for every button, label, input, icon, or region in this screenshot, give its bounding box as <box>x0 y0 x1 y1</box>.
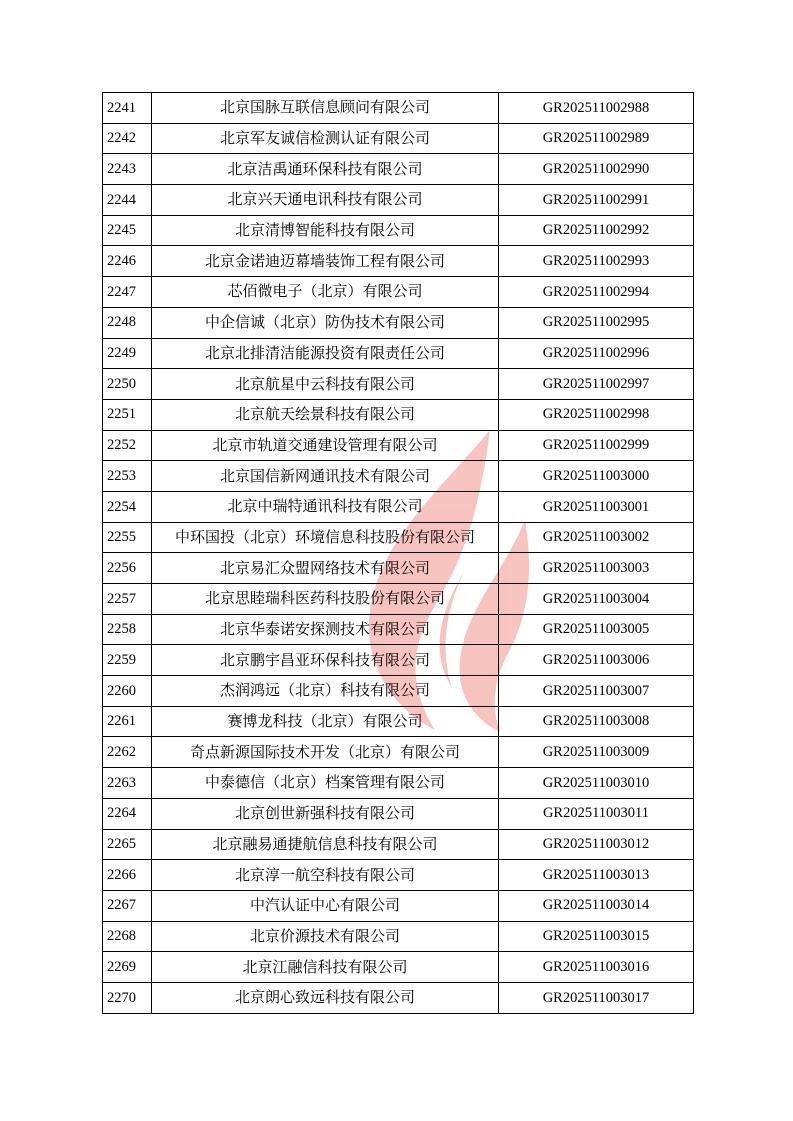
certificate-number: GR202511002989 <box>499 123 694 154</box>
company-name: 北京易汇众盟网络技术有限公司 <box>152 553 499 584</box>
table-row <box>103 277 694 308</box>
company-name: 北京国信新网通讯技术有限公司 <box>152 461 499 492</box>
row-number: 2265 <box>103 829 152 860</box>
table-row <box>103 982 694 1013</box>
row-number: 2264 <box>103 798 152 829</box>
table-row <box>103 430 694 461</box>
table-row <box>103 553 694 584</box>
certificate-number: GR202511002996 <box>499 338 694 369</box>
row-number: 2243 <box>103 154 152 185</box>
certificate-number: GR202511002995 <box>499 307 694 338</box>
company-name: 北京金诺迪迈幕墙装饰工程有限公司 <box>152 246 499 277</box>
row-number: 2253 <box>103 461 152 492</box>
company-name: 北京华泰诺安探测技术有限公司 <box>152 614 499 645</box>
company-name: 北京中瑞特通讯科技有限公司 <box>152 491 499 522</box>
company-name: 北京北排清洁能源投资有限责任公司 <box>152 338 499 369</box>
certificate-number: GR202511003010 <box>499 768 694 799</box>
certificate-number: GR202511003003 <box>499 553 694 584</box>
row-number: 2262 <box>103 737 152 768</box>
certificate-number: GR202511003006 <box>499 645 694 676</box>
row-number: 2245 <box>103 215 152 246</box>
table-row <box>103 522 694 553</box>
table-row <box>103 921 694 952</box>
table-row <box>103 185 694 216</box>
table-row <box>103 890 694 921</box>
certificate-number: GR202511002991 <box>499 185 694 216</box>
row-number: 2266 <box>103 860 152 891</box>
company-name: 北京军友诚信检测认证有限公司 <box>152 123 499 154</box>
company-name: 奇点新源国际技术开发（北京）有限公司 <box>152 737 499 768</box>
company-name: 北京航星中云科技有限公司 <box>152 369 499 400</box>
table-row <box>103 491 694 522</box>
row-number: 2242 <box>103 123 152 154</box>
row-number: 2255 <box>103 522 152 553</box>
table-row <box>103 154 694 185</box>
company-name: 北京航天绘景科技有限公司 <box>152 399 499 430</box>
certificate-number: GR202511003007 <box>499 676 694 707</box>
company-name: 北京鹏宇昌亚环保科技有限公司 <box>152 645 499 676</box>
certificate-number: GR202511003015 <box>499 921 694 952</box>
company-name: 中汽认证中心有限公司 <box>152 890 499 921</box>
certificate-number: GR202511002988 <box>499 93 694 124</box>
table-row <box>103 93 694 124</box>
company-name: 北京创世新强科技有限公司 <box>152 798 499 829</box>
company-name: 北京价源技术有限公司 <box>152 921 499 952</box>
table-row <box>103 676 694 707</box>
certificate-number: GR202511003014 <box>499 890 694 921</box>
row-number: 2256 <box>103 553 152 584</box>
certificate-number: GR202511003004 <box>499 584 694 615</box>
row-number: 2258 <box>103 614 152 645</box>
row-number: 2259 <box>103 645 152 676</box>
certificate-number: GR202511003016 <box>499 952 694 983</box>
certificate-table-body <box>103 93 694 1014</box>
company-name: 北京清博智能科技有限公司 <box>152 215 499 246</box>
row-number: 2244 <box>103 185 152 216</box>
certificate-number: GR202511003001 <box>499 491 694 522</box>
certificate-number: GR202511002990 <box>499 154 694 185</box>
row-number: 2269 <box>103 952 152 983</box>
certificate-number: GR202511003008 <box>499 706 694 737</box>
row-number: 2246 <box>103 246 152 277</box>
company-name: 北京淳一航空科技有限公司 <box>152 860 499 891</box>
company-name: 中企信诚（北京）防伪技术有限公司 <box>152 307 499 338</box>
table-row <box>103 369 694 400</box>
row-number: 2270 <box>103 982 152 1013</box>
company-name: 赛博龙科技（北京）有限公司 <box>152 706 499 737</box>
certificate-number: GR202511002999 <box>499 430 694 461</box>
company-name: 北京国脉互联信息顾问有限公司 <box>152 93 499 124</box>
row-number: 2254 <box>103 491 152 522</box>
certificate-number: GR202511003000 <box>499 461 694 492</box>
row-number: 2251 <box>103 399 152 430</box>
table-row <box>103 737 694 768</box>
row-number: 2268 <box>103 921 152 952</box>
company-name: 中环国投（北京）环境信息科技股份有限公司 <box>152 522 499 553</box>
row-number: 2257 <box>103 584 152 615</box>
certificate-number: GR202511003011 <box>499 798 694 829</box>
company-name: 北京融易通捷航信息科技有限公司 <box>152 829 499 860</box>
row-number: 2247 <box>103 277 152 308</box>
table-row <box>103 768 694 799</box>
certificate-number: GR202511003013 <box>499 860 694 891</box>
table-row <box>103 399 694 430</box>
table-row <box>103 461 694 492</box>
row-number: 2250 <box>103 369 152 400</box>
table-row <box>103 584 694 615</box>
row-number: 2252 <box>103 430 152 461</box>
row-number: 2241 <box>103 93 152 124</box>
certificate-number: GR202511002993 <box>499 246 694 277</box>
certificate-number: GR202511003002 <box>499 522 694 553</box>
table-row <box>103 798 694 829</box>
table-row <box>103 614 694 645</box>
row-number: 2249 <box>103 338 152 369</box>
table-row <box>103 215 694 246</box>
certificate-number: GR202511002994 <box>499 277 694 308</box>
certificate-number: GR202511003017 <box>499 982 694 1013</box>
table-row <box>103 123 694 154</box>
table-row <box>103 645 694 676</box>
certificate-number: GR202511003012 <box>499 829 694 860</box>
certificate-number: GR202511002992 <box>499 215 694 246</box>
company-name: 北京思睦瑞科医药科技股份有限公司 <box>152 584 499 615</box>
company-name: 北京洁禹通环保科技有限公司 <box>152 154 499 185</box>
certificate-table <box>102 92 694 1014</box>
certificate-number: GR202511002997 <box>499 369 694 400</box>
company-name: 中泰德信（北京）档案管理有限公司 <box>152 768 499 799</box>
table-row <box>103 860 694 891</box>
company-name: 北京市轨道交通建设管理有限公司 <box>152 430 499 461</box>
row-number: 2248 <box>103 307 152 338</box>
company-name: 北京朗心致远科技有限公司 <box>152 982 499 1013</box>
table-row <box>103 706 694 737</box>
row-number: 2267 <box>103 890 152 921</box>
table-row <box>103 246 694 277</box>
company-name: 杰润鸿远（北京）科技有限公司 <box>152 676 499 707</box>
row-number: 2260 <box>103 676 152 707</box>
row-number: 2261 <box>103 706 152 737</box>
company-name: 北京江融信科技有限公司 <box>152 952 499 983</box>
table-row <box>103 829 694 860</box>
certificate-number: GR202511002998 <box>499 399 694 430</box>
table-row <box>103 952 694 983</box>
table-row <box>103 338 694 369</box>
certificate-number: GR202511003005 <box>499 614 694 645</box>
company-name: 芯佰微电子（北京）有限公司 <box>152 277 499 308</box>
table-row <box>103 307 694 338</box>
company-name: 北京兴天通电讯科技有限公司 <box>152 185 499 216</box>
certificate-number: GR202511003009 <box>499 737 694 768</box>
row-number: 2263 <box>103 768 152 799</box>
